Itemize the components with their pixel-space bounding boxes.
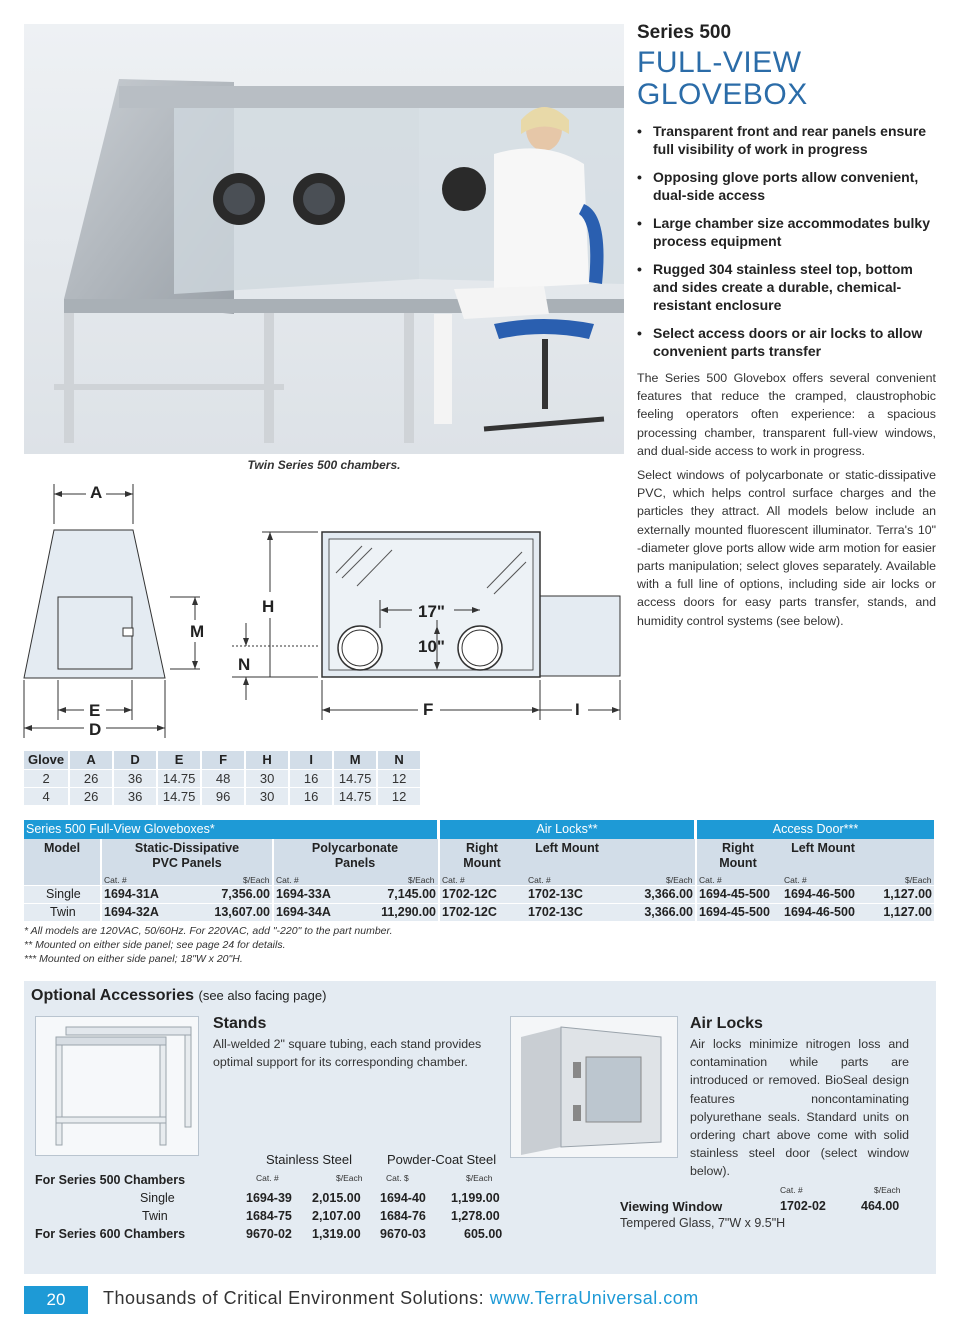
table-cell: 12 (377, 787, 421, 805)
stand-pc-price: 605.00 (464, 1227, 503, 1241)
table-cell: 4 (24, 787, 69, 805)
header-polycarbonate: Polycarbonate Panels (311, 841, 399, 870)
dimensions-header-row (24, 751, 421, 769)
table-cell: 14.75 (333, 769, 377, 787)
table-cell: 48 (201, 769, 245, 787)
unit-cat: Cat. # (780, 1185, 803, 1195)
air-lock-photo (510, 1016, 678, 1158)
stands-heading: Stands (213, 1015, 267, 1032)
pricing-header-row (24, 839, 934, 885)
header-al-left: Left Mount (535, 841, 599, 855)
poly-cat: 1694-34A (276, 905, 331, 919)
col-header: N (377, 751, 421, 769)
accessories-note: (see also facing page) (198, 988, 327, 1003)
table-row (24, 885, 934, 903)
dim-label-a: A (90, 483, 103, 502)
air-locks-heading: Air Locks (690, 1015, 763, 1032)
pvc-price: 13,607.00 (214, 905, 270, 919)
stand-pc-price: 1,199.00 (451, 1191, 500, 1205)
table-cell: 2 (24, 769, 69, 787)
dim-label-f: F (423, 700, 434, 719)
stand-label: Twin (142, 1209, 168, 1223)
table-cell: 12 (377, 769, 421, 787)
unit-each: $/Each (243, 875, 270, 885)
header-ad-left: Left Mount (791, 841, 855, 855)
unit-cat: Cat. # (104, 875, 127, 885)
intro-paragraph: The Series 500 Glovebox offers several convenient features that reduce the cramped, claustrophobic feeling operators often experience: a spacious processing chamber, transparent full-view windows, and dual-side access to work in progress. (637, 371, 936, 458)
col-header: I (289, 751, 333, 769)
table-row (24, 769, 421, 787)
pvc-cat: 1694-32A (104, 905, 159, 919)
band-gloveboxes: Series 500 Full-View Gloveboxes* (24, 820, 437, 839)
series-label: Series 500 (637, 22, 732, 43)
pvc-price: 7,356.00 (221, 887, 270, 901)
dim-label-n: N (238, 655, 251, 674)
footnote: ** Mounted on either side panel; see page 24 for details. (24, 939, 286, 951)
dim-label-m: M (190, 622, 205, 641)
unit-cat-alt: Cat. $ (386, 1173, 409, 1183)
unit-cat: Cat. # (784, 875, 807, 885)
table-cell: 30 (245, 769, 289, 787)
unit-each: $/Each (666, 875, 693, 885)
table-cell: 16 (289, 769, 333, 787)
feature-item: • Select access doors or air locks to allow convenient parts transfer (637, 324, 937, 360)
footer-tagline (103, 1288, 699, 1309)
viewing-window-label: Viewing Window (620, 1199, 723, 1214)
pricing-table (24, 820, 934, 921)
viewing-window-price: 464.00 (861, 1199, 900, 1213)
stand-pc-price: 1,278.00 (451, 1209, 500, 1223)
header-model: Model (43, 841, 81, 855)
table-cell: 96 (201, 787, 245, 805)
ad-price: 1,127.00 (883, 905, 932, 919)
feature-item: • Transparent front and rear panels ensure full visibility of work in progress (637, 122, 937, 158)
table-cell: 16 (289, 787, 333, 805)
table-cell: 14.75 (157, 769, 201, 787)
page-number: 20 (24, 1286, 88, 1314)
unit-cat: Cat. # (699, 875, 722, 885)
stand-ss-cat: 1694-39 (246, 1191, 292, 1205)
table-cell: 36 (113, 787, 157, 805)
al-right-cat: 1702-12C (442, 905, 497, 919)
unit-cat: Cat. # (528, 875, 551, 885)
unit-cat: Cat. # (256, 1173, 279, 1183)
port-spacing-label: 17" (418, 602, 445, 621)
air-locks-text: Air locks minimize nitrogen loss and contamination while parts are introduced or removed. BioSeal design features noncontaminating polyurethane seals. Standard units on ordering chart above come with solid stainless steel door (select window below). (690, 1037, 909, 1179)
title-line-2: GLOVEBOX (637, 78, 808, 111)
glovebox-photo (24, 24, 624, 454)
header-al-right: Right Mount (463, 841, 501, 870)
table-cell: 14.75 (157, 787, 201, 805)
dim-label-e: E (89, 701, 101, 720)
unit-each: $/Each (408, 875, 435, 885)
dim-label-h: H (262, 597, 275, 616)
col-header: H (245, 751, 289, 769)
col-powder-coat: Powder-Coat Steel (387, 1152, 497, 1167)
col-header: F (201, 751, 245, 769)
al-price: 3,366.00 (644, 887, 693, 901)
stand-pc-cat: 9670-03 (380, 1227, 426, 1241)
tagline-text: Thousands of Critical Environment Solutions: (103, 1288, 485, 1308)
stands-table (30, 1152, 510, 1247)
accessories-heading: Optional Accessories (31, 987, 195, 1004)
ad-left-cat: 1694-46-500 (784, 905, 855, 919)
port-diameter-label: 10" (418, 637, 445, 656)
ad-left-cat: 1694-46-500 (784, 887, 855, 901)
stand-label: Single (140, 1191, 175, 1205)
ad-right-cat: 1694-45-500 (699, 905, 770, 919)
accessories-title (31, 987, 326, 1005)
options-paragraph: Select windows of polycarbonate or static-dissipative PVC, which helps control surface charges and the particles they attract. All models below include an externally mounted fluorescent illuminator. Terra's 10" -diameter glove ports allow wide arm motion for easier parts manipulation; select gloves separately. Available with a full line of options, including side air locks or access doors for easy parts transfer, stands, and humidity control systems (see below). (637, 468, 936, 628)
table-row (24, 903, 934, 921)
footnote: * All models are 120VAC, 50/60Hz. For 220VAC, add "-220" to the part number. (24, 925, 393, 937)
stand-ss-cat: 9670-02 (246, 1227, 292, 1241)
group-series-500: For Series 500 Chambers (35, 1173, 186, 1187)
col-header: A (69, 751, 113, 769)
col-header: M (333, 751, 377, 769)
feature-item: • Large chamber size accommodates bulky process equipment (637, 214, 937, 250)
ad-right-cat: 1694-45-500 (699, 887, 770, 901)
website-link[interactable]: www.TerraUniversal.com (489, 1288, 699, 1308)
col-header: Glove (24, 751, 69, 769)
stands-text: All-welded 2" square tubing, each stand provides optimal support for its corresponding chamber. (213, 1037, 482, 1070)
viewing-window-desc: Tempered Glass, 7"W x 9.5"H (620, 1216, 786, 1230)
header-static-pvc: Static-Dissipative PVC Panels (134, 841, 240, 870)
unit-each: $/Each (905, 875, 932, 885)
table-cell: 30 (245, 787, 289, 805)
band-air-locks: Air Locks** (440, 820, 694, 839)
row-model: Single (46, 887, 81, 901)
al-left-cat: 1702-13C (528, 887, 583, 901)
front-view-diagram (232, 528, 627, 728)
band-access-door: Access Door*** (697, 820, 934, 839)
dim-label-d: D (89, 720, 102, 739)
unit-cat: Cat. # (276, 875, 299, 885)
row-model: Twin (50, 905, 76, 919)
feature-list (637, 122, 937, 370)
dimensions-table (24, 751, 422, 805)
side-view-diagram (20, 480, 220, 740)
ad-price: 1,127.00 (883, 887, 932, 901)
viewing-window-cat: 1702-02 (780, 1199, 826, 1213)
poly-cat: 1694-33A (276, 887, 331, 901)
product-title (637, 47, 937, 111)
header-ad-right: Right Mount (719, 841, 757, 870)
unit-each: $/Each (874, 1185, 901, 1195)
col-header: D (113, 751, 157, 769)
photo-caption: Twin Series 500 chambers. (247, 458, 401, 472)
dim-label-i: I (575, 700, 580, 719)
unit-cat: Cat. # (442, 875, 465, 885)
table-cell: 14.75 (333, 787, 377, 805)
poly-price: 11,290.00 (381, 905, 436, 919)
stand-ss-price: 2,107.00 (312, 1209, 361, 1223)
pvc-cat: 1694-31A (104, 887, 159, 901)
footnote: *** Mounted on either side panel; 18"W x 20"H. (24, 953, 243, 965)
al-right-cat: 1702-12C (442, 887, 497, 901)
pricing-band-row (24, 820, 934, 839)
stand-ss-cat: 1684-75 (246, 1209, 292, 1223)
feature-item: • Opposing glove ports allow convenient, dual-side access (637, 168, 937, 204)
feature-item: • Rugged 304 stainless steel top, bottom and sides create a durable, chemical-resistant enclosure (637, 260, 937, 314)
col-header: E (157, 751, 201, 769)
footnotes (24, 924, 393, 966)
stand-ss-price: 1,319.00 (312, 1227, 361, 1241)
table-cell: 26 (69, 787, 113, 805)
unit-each: $/Each (336, 1173, 363, 1183)
unit-each: $/Each (466, 1173, 493, 1183)
poly-price: 7,145.00 (387, 887, 436, 901)
stand-pc-cat: 1694-40 (380, 1191, 426, 1205)
table-cell: 26 (69, 769, 113, 787)
al-price: 3,366.00 (644, 905, 693, 919)
title-line-1: FULL-VIEW (637, 46, 802, 79)
col-stainless: Stainless Steel (266, 1152, 352, 1167)
stand-pc-cat: 1684-76 (380, 1209, 426, 1223)
group-series-600: For Series 600 Chambers (35, 1227, 186, 1241)
table-row (24, 787, 421, 805)
stand-photo (35, 1016, 199, 1156)
table-cell: 36 (113, 769, 157, 787)
al-left-cat: 1702-13C (528, 905, 583, 919)
stand-ss-price: 2,015.00 (312, 1191, 361, 1205)
